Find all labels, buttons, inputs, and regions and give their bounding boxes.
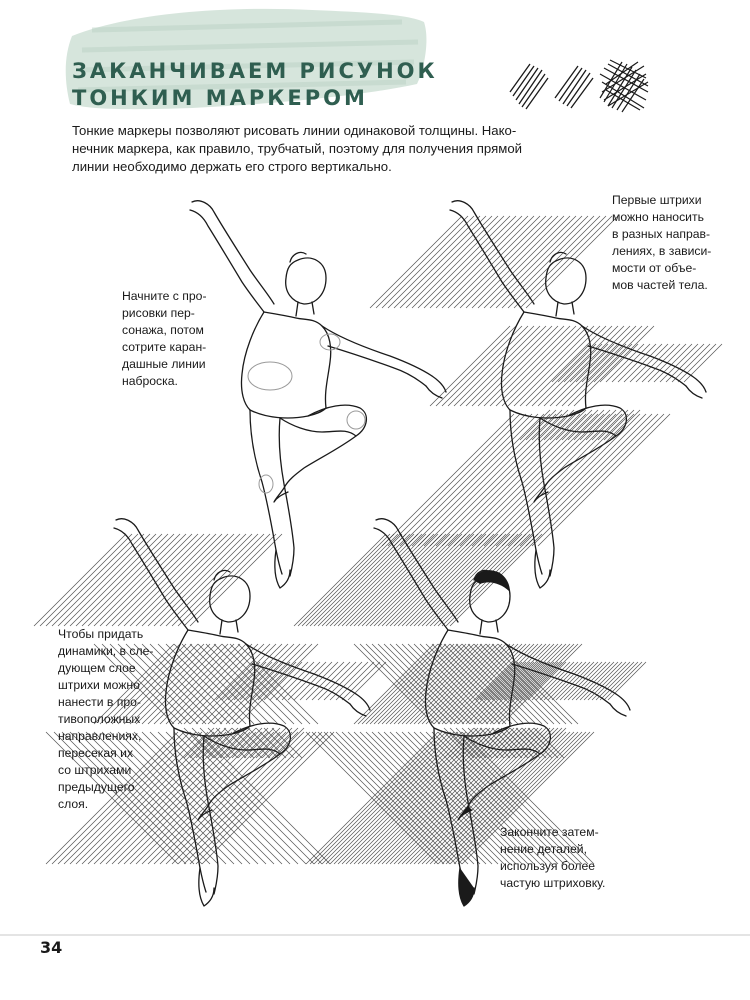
hatch-stroke [184,644,264,724]
hatch-stroke [586,410,616,440]
intro-paragraph [72,122,523,176]
hatch-stroke [490,216,582,308]
page-number: 34 [40,938,63,957]
hatch-stroke [672,344,710,382]
hatch-stroke [484,662,522,700]
caption-line: штрихи можно [58,678,140,692]
hatch-stroke [508,216,600,308]
hatch-stroke [178,534,270,626]
hatch-stroke [630,344,668,382]
hatch-stroke [442,216,534,308]
hatch-stroke [550,410,580,440]
hatch-stroke [460,216,552,308]
hatch-stroke [562,410,592,440]
hatch-stroke [484,216,576,308]
hatch-stroke [40,534,132,626]
hatching-swatches [500,52,660,122]
hatch-stroke [596,662,634,700]
hatch-stroke [544,662,582,700]
hatch-stroke [148,644,228,724]
hatch-stroke [532,728,562,758]
hatch-stroke [312,662,350,700]
outline-stroke [610,694,630,716]
caption-line: динамики, в сле- [58,644,154,658]
hatch-stroke [544,326,624,406]
caption-line: сонажа, потом [122,323,204,337]
hatch-stroke [528,662,566,700]
hatch-stroke [476,662,514,700]
parallel-hatching-icon [510,64,548,109]
hatch-stroke [532,326,612,406]
hatch-stroke [460,326,540,406]
caption-line: можно наносить [612,210,704,224]
outline-stroke [264,312,331,408]
hatch-stroke [512,728,542,758]
hatch-stroke [454,326,534,406]
cross-hatching-icon [600,60,648,112]
hatch-stroke [576,344,614,382]
hatch-stroke [448,216,540,308]
caption-line: тивоположных [58,712,141,726]
hatch-stroke [64,534,156,626]
hatch-stroke [384,644,464,724]
hatch-stroke [512,662,550,700]
construction-oval [248,362,292,390]
intro-line: нечник маркера, как правило, трубчатый, поэтому для получения прямой [72,141,523,156]
hatch-stroke [580,662,618,700]
hatch-stroke [262,728,292,758]
hatch-stroke [94,534,186,626]
hatch-stroke [466,216,558,308]
hatch-stroke [572,662,610,700]
hatch-stroke [148,534,240,626]
hatch-stroke [46,534,138,626]
outline-stroke [546,258,586,304]
hatch-stroke [474,728,504,758]
hatch-stroke [234,662,272,700]
hatch-stroke [564,344,602,382]
hatch-stroke [502,216,594,308]
hatch-stroke [430,326,510,406]
hatch-stroke [240,728,270,758]
hatch-stroke [538,326,618,406]
hatch-stroke [190,534,282,626]
hatch-stroke [124,534,216,626]
caption-line: мов частей тела. [612,278,708,292]
outline-stroke [322,326,432,376]
hatch-stroke [294,662,332,700]
hatch-stroke [476,728,506,758]
hatch-stroke [214,728,244,758]
caption-line: сотрите каран- [122,340,207,354]
caption-line: дующем слое [58,661,136,675]
hatch-stroke [520,410,550,440]
hatch-stroke [552,344,590,382]
hatch-stroke [544,410,574,440]
hatch-stroke [514,326,594,406]
outline-stroke [241,312,264,410]
hatch-stroke [536,728,566,758]
caption-line: пересекая их [58,746,134,760]
hatch-stroke [598,410,628,440]
hatch-stroke [538,410,568,440]
hatch-stroke [500,662,538,700]
hatch-stroke [208,644,288,724]
hatch-stroke [588,344,626,382]
caption-line: нанести в про- [58,695,141,709]
hatch-stroke [642,344,680,382]
caption-line: нение деталей, [500,842,588,856]
hatch-stroke [166,534,258,626]
hatch-stroke [604,662,642,700]
hatch-stroke [160,534,252,626]
caption-step-2 [612,192,711,294]
hatch-stroke [556,662,594,700]
hatch-stroke [264,662,302,700]
hatch-stroke [226,728,256,758]
hatch-stroke [252,662,290,700]
hatch-stroke [520,728,550,758]
hatch-stroke [508,728,538,758]
hatch-stroke [58,534,150,626]
hatch-stroke [268,728,298,758]
hatch-stroke [430,216,522,308]
hatch-stroke [466,326,546,406]
caption-line: Чтобы придать [58,627,144,641]
caption-line: со штрихами [58,763,132,777]
caption-step-1 [122,288,207,390]
hatch-stroke [420,644,500,724]
hatch-stroke [448,326,528,406]
hatch-stroke [142,534,234,626]
hatch-stroke [600,662,638,700]
hatch-stroke [588,662,626,700]
hatch-stroke [436,216,528,308]
hatch-stroke [250,728,280,758]
hatch-stroke [568,662,606,700]
hatch-stroke [526,216,618,308]
hatch-stroke [508,326,588,406]
caption-line: Начните с про- [122,289,207,303]
hatch-stroke [478,216,570,308]
hatch-stroke [532,410,562,440]
hatch-stroke [282,662,320,700]
hatch-stroke [34,534,126,626]
outline-stroke [286,258,326,304]
hatch-stroke [472,326,552,406]
caption-line: в разных направ- [612,227,711,241]
hatch-stroke [496,728,526,758]
hatch-stroke [118,534,210,626]
hatch-stroke [70,534,162,626]
hatch-stroke [106,534,198,626]
hatch-stroke [460,728,490,758]
construction-lines [248,334,365,493]
hatch-stroke [514,216,606,308]
hatch-stroke [488,728,518,758]
hatch-stroke [454,216,546,308]
page-title [72,58,438,112]
caption-line: мости от объе- [612,261,697,275]
hatch-stroke [624,344,662,382]
hatch-stroke [500,728,530,758]
outline-stroke [280,418,356,436]
hatch-stroke [666,344,704,382]
hatch-stroke [196,728,226,758]
hatch-stroke [228,662,266,700]
hatch-stroke [216,728,246,758]
caption-line: лениях, в зависи- [612,244,712,258]
hatch-stroke [648,344,686,382]
hatch-stroke [288,662,326,700]
hatch-stroke [372,644,452,724]
hatch-stroke [244,728,274,758]
hatch-stroke [496,216,588,308]
hatch-stroke [130,534,222,626]
hatch-stroke [604,410,634,440]
outline-stroke [210,576,250,622]
hatch-stroke [618,344,656,382]
hatch-stroke [498,728,528,758]
hatch-stroke [172,534,264,626]
hatch-stroke [172,644,252,724]
hatch-stroke [678,344,716,382]
caption-line: предыдущего [58,780,135,794]
hatch-stroke [490,326,570,406]
hatch-stroke [52,534,144,626]
hatch-stroke [306,662,344,700]
caption-step-4 [500,824,605,892]
hatch-stroke [100,534,192,626]
parallel-hatching-icon [555,66,593,108]
hatch-stroke [502,326,582,406]
hatch-stroke [522,728,552,758]
construction-oval [347,411,365,429]
hatch-stroke [202,728,232,758]
hatch-stroke [580,410,610,440]
caption-line: дашные линии [122,357,206,371]
caption-line: направлениях, [58,729,142,743]
hatch-stroke [184,534,276,626]
construction-oval [259,475,273,493]
hatch-stroke [550,326,630,406]
hatch-stroke [196,644,276,724]
hatch-stroke [112,534,204,626]
caption-line: слоя. [58,797,89,811]
hatch-stroke [488,662,526,700]
hatch-stroke [330,662,368,700]
hatch-stroke [520,216,612,308]
hatch-stroke [478,326,558,406]
caption-line: Закончите затем- [500,825,599,839]
caption-line: частую штриховку. [500,876,606,890]
hatch-stroke [154,534,246,626]
hatch-stroke [462,728,492,758]
hatch-stroke [464,728,494,758]
hatch-stroke [442,326,522,406]
caption-line: рисовки пер- [122,306,195,320]
hatch-stroke [436,326,516,406]
caption-line: Первые штрихи [612,193,702,207]
hatch-stroke [570,344,608,382]
title-line-2: ТОНКИМ МАРКЕРОМ [72,86,368,110]
hatch-stroke [608,662,646,700]
hatch-stroke [684,344,722,382]
hatch-stroke [548,662,586,700]
hatch-stroke [510,728,540,758]
hatch-stroke [160,644,240,724]
hatch-stroke [520,326,600,406]
title-line-1: ЗАКАНЧИВАЕМ РИСУНОК [72,59,438,83]
outline-stroke [686,376,706,398]
footer-rule [0,934,750,936]
hatch-stroke [396,644,476,724]
hatch-stroke [408,644,488,724]
hatch-stroke [600,344,638,382]
caption-step-3 [58,626,153,813]
hatch-stroke [540,662,578,700]
caption-line: используя более [500,859,596,873]
hatch-stroke [496,326,576,406]
hatch-stroke [526,326,606,406]
hatch-stroke [574,410,604,440]
intro-line: линии необходимо держать его строго вертикально. [72,159,392,174]
hatch-stroke [484,326,564,406]
hatch-stroke [82,534,174,626]
hatch-stroke [238,728,268,758]
hatch-stroke [486,728,516,758]
hatch-stroke [592,662,630,700]
caption-line: наброска. [122,374,178,388]
intro-line: Тонкие маркеры позволяют рисовать линии одинаковой толщины. Нако- [72,123,517,138]
hatch-stroke [524,662,562,700]
hatch-stroke [360,644,440,724]
